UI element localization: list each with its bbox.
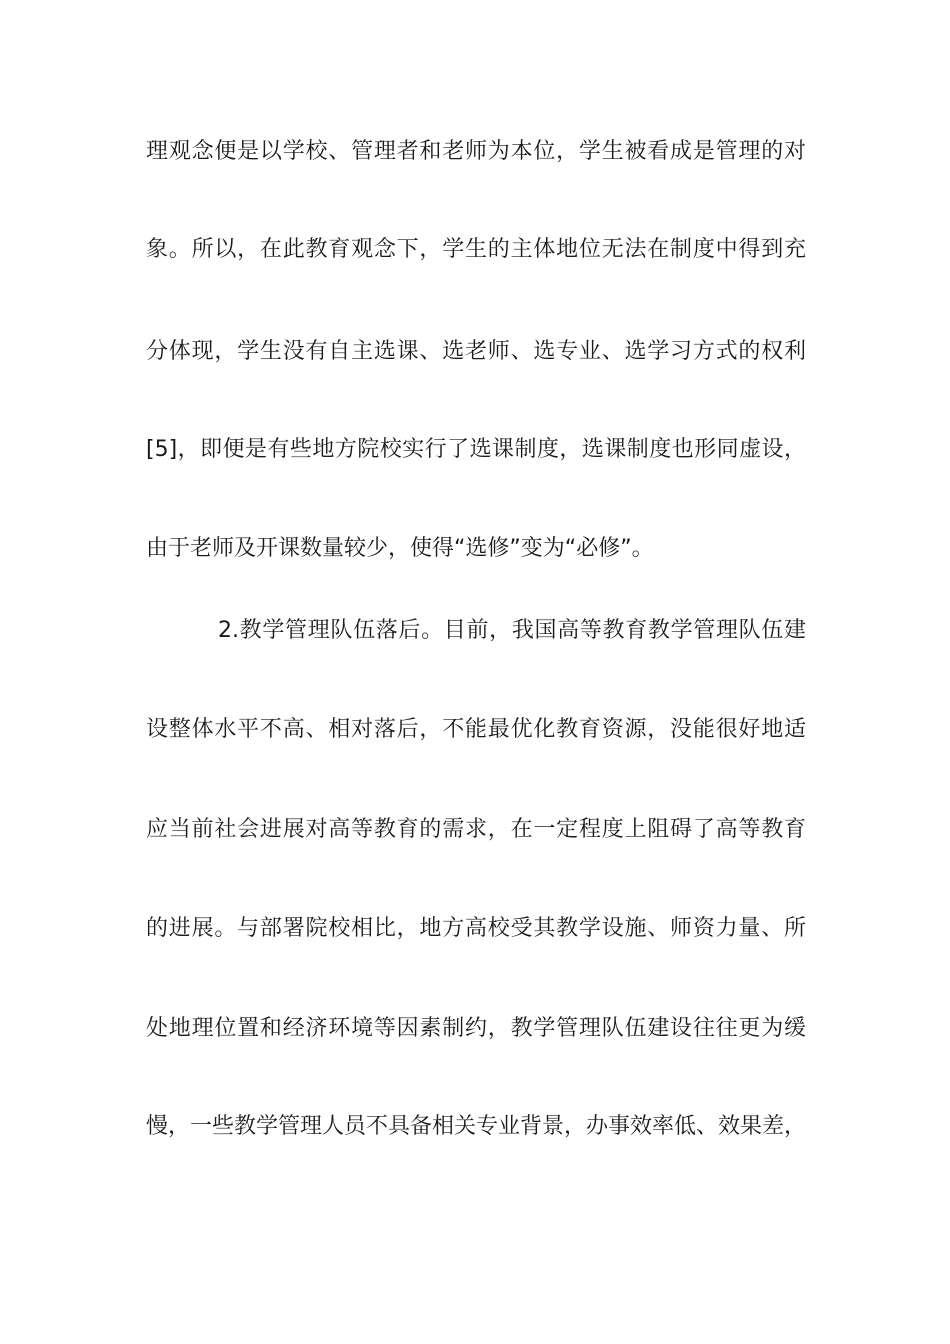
text-line: 设整体水平不高、相对落后，不能最优化教育资源，没能很好地适 bbox=[146, 717, 806, 742]
text-line: 2.教学管理队伍落后。目前，我国高等教育教学管理队伍建 bbox=[218, 618, 806, 643]
text-line: 处地理位置和经济环境等因素制约，教学管理队伍建设往往更为缓 bbox=[146, 1016, 806, 1041]
text-line: 分体现，学生没有自主选课、选老师、选专业、选学习方式的权利 bbox=[146, 339, 806, 364]
text-line: 慢，一些教学管理人员不具备相关专业背景，办事效率低、效果差， bbox=[146, 1114, 807, 1139]
text-line: [5]，即便是有些地方院校实行了选课制度，选课制度也形同虚设， bbox=[146, 437, 806, 462]
text-line: 的进展。与部署院校相比，地方高校受其教学设施、师资力量、所 bbox=[146, 916, 806, 941]
text-line: 由于老师及开课数量较少，使得“选修”变为“必修”。 bbox=[146, 536, 654, 561]
text-line: 理观念便是以学校、管理者和老师为本位，学生被看成是管理的对 bbox=[146, 139, 806, 164]
text-line: 象。所以，在此教育观念下，学生的主体地位无法在制度中得到充 bbox=[146, 237, 806, 262]
text-line: 应当前社会进展对高等教育的需求，在一定程度上阻碍了高等教育 bbox=[146, 817, 806, 842]
